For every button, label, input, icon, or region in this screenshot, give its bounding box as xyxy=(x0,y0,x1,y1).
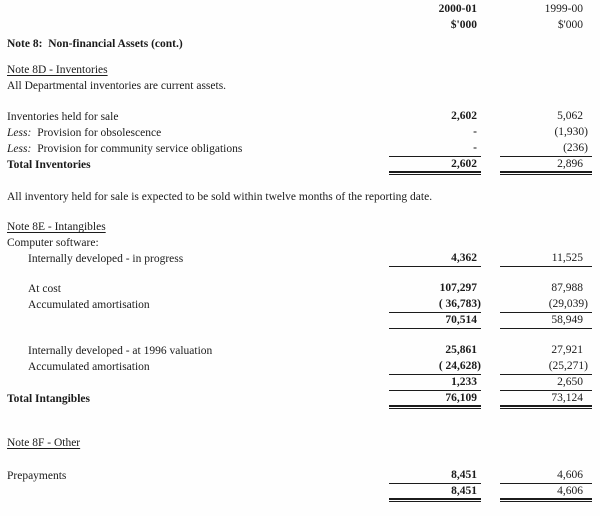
line-item-row xyxy=(7,359,592,375)
row-label-text: At cost xyxy=(28,283,61,295)
heading-note-8e-intangibles: Note 8E - Intangibles xyxy=(7,221,106,233)
row-label-text: Total Intangibles xyxy=(7,393,90,405)
intangibles-table xyxy=(7,251,592,407)
inventories-table xyxy=(7,109,592,173)
page-title: Note 8: Non-financial Assets (cont.) xyxy=(7,38,183,50)
column-gap xyxy=(481,2,500,18)
row-label-text: Internally developed - at 1996 valuation xyxy=(28,345,213,357)
inventories-footnote-text: All inventory held for sale is expected to be sold within twelve months of the reporting date. xyxy=(7,191,433,203)
value-2000-01: 8,451 xyxy=(389,468,481,484)
column-header-unit-row xyxy=(7,18,592,34)
column-gap xyxy=(481,281,500,297)
row-label-text: Prepayments xyxy=(7,470,67,482)
column-gap xyxy=(481,251,500,267)
value-1999-00: 5,062 xyxy=(557,110,583,122)
value-2000-01: 70,514 xyxy=(389,313,481,329)
line-item-row xyxy=(7,109,592,125)
row-label xyxy=(7,157,389,173)
column-gap xyxy=(481,468,500,484)
row-label xyxy=(7,125,389,141)
col-header-unit-prior: $'000 xyxy=(557,19,583,31)
value-1999-00: 4,606 xyxy=(500,484,592,500)
value-1999-00: 27,921 xyxy=(551,344,583,356)
value-1999-00: 73,124 xyxy=(500,391,592,407)
value-2000-01: 2,602 xyxy=(451,110,477,122)
value-1999-00: (1,930) xyxy=(554,126,588,138)
row-label xyxy=(7,141,389,157)
line-item-row xyxy=(7,251,592,267)
value-1999-00: (236) xyxy=(500,141,592,157)
line-item-row xyxy=(7,391,592,407)
column-gap xyxy=(481,157,500,173)
row-label-text: Accumulated amortisation xyxy=(28,299,150,311)
column-gap xyxy=(481,125,500,141)
line-item-row xyxy=(7,281,592,297)
value-1999-00: 58,949 xyxy=(500,313,592,329)
column-header-year-row xyxy=(7,2,592,18)
column-gap xyxy=(481,375,500,391)
row-label xyxy=(7,343,389,359)
value-2000-01: - xyxy=(473,126,477,138)
line-item-row xyxy=(7,484,592,500)
value-1999-00: 4,606 xyxy=(500,468,592,484)
column-gap xyxy=(481,109,500,125)
line-item-row xyxy=(7,375,592,391)
computer-software-subheading: Computer software: xyxy=(7,237,99,249)
value-1999-00: 2,650 xyxy=(500,375,592,391)
row-label-prefix: Less: xyxy=(7,127,32,139)
heading-note-8d-inventories: Note 8D - Inventories xyxy=(7,64,108,76)
line-item-row xyxy=(7,125,592,141)
column-gap xyxy=(481,313,500,329)
column-gap xyxy=(481,141,500,157)
row-label xyxy=(7,109,389,125)
row-label-prefix: Less: xyxy=(7,143,32,155)
col-header-year-current: 2000-01 xyxy=(438,3,477,15)
col-header-unit-current: $'000 xyxy=(450,19,477,31)
row-label-text: Inventories held for sale xyxy=(7,111,119,123)
value-2000-01: - xyxy=(389,141,481,157)
col-header-year-prior: 1999-00 xyxy=(544,3,583,15)
row-label-text: Provision for community service obligations xyxy=(37,143,243,155)
line-item-row xyxy=(7,313,592,329)
other-table xyxy=(7,468,592,500)
row-label-text: Total Inventories xyxy=(7,159,91,171)
column-gap xyxy=(481,391,500,407)
value-1999-00: 87,988 xyxy=(551,282,583,294)
row-label xyxy=(7,391,389,407)
value-2000-01: 8,451 xyxy=(389,484,481,500)
line-item-row xyxy=(7,297,592,313)
heading-note-8f-other: Note 8F - Other xyxy=(7,437,81,449)
column-gap xyxy=(481,343,500,359)
row-label xyxy=(7,468,389,484)
value-2000-01: 1,233 xyxy=(389,375,481,391)
row-label-text: Accumulated amortisation xyxy=(28,361,150,373)
column-gap xyxy=(481,484,500,500)
row-label-text: Provision for obsolescence xyxy=(37,127,162,139)
line-item-row xyxy=(7,141,592,157)
line-item-row xyxy=(7,157,592,173)
value-2000-01: 4,362 xyxy=(389,251,481,267)
column-gap xyxy=(481,297,500,313)
value-2000-01: 76,109 xyxy=(389,391,481,407)
value-1999-00: 2,896 xyxy=(500,157,592,173)
value-2000-01: ( 24,628) xyxy=(389,359,481,375)
line-item-row xyxy=(7,468,592,484)
row-label xyxy=(7,251,389,267)
column-gap xyxy=(481,18,500,34)
column-gap xyxy=(481,359,500,375)
value-1999-00: (29,039) xyxy=(500,297,592,313)
value-2000-01: 2,602 xyxy=(389,157,481,173)
value-2000-01: 25,861 xyxy=(445,344,477,356)
line-item-row xyxy=(7,343,592,359)
inventories-intro-text: All Departmental inventories are current assets. xyxy=(7,80,227,92)
value-2000-01: 107,297 xyxy=(439,282,477,294)
value-2000-01: ( 36,783) xyxy=(389,297,481,313)
row-label xyxy=(7,359,389,375)
value-1999-00: 11,525 xyxy=(500,251,592,267)
value-1999-00: (25,271) xyxy=(500,359,592,375)
row-label-text: Internally developed - in progress xyxy=(28,253,184,265)
row-label xyxy=(7,297,389,313)
row-label xyxy=(7,281,389,297)
